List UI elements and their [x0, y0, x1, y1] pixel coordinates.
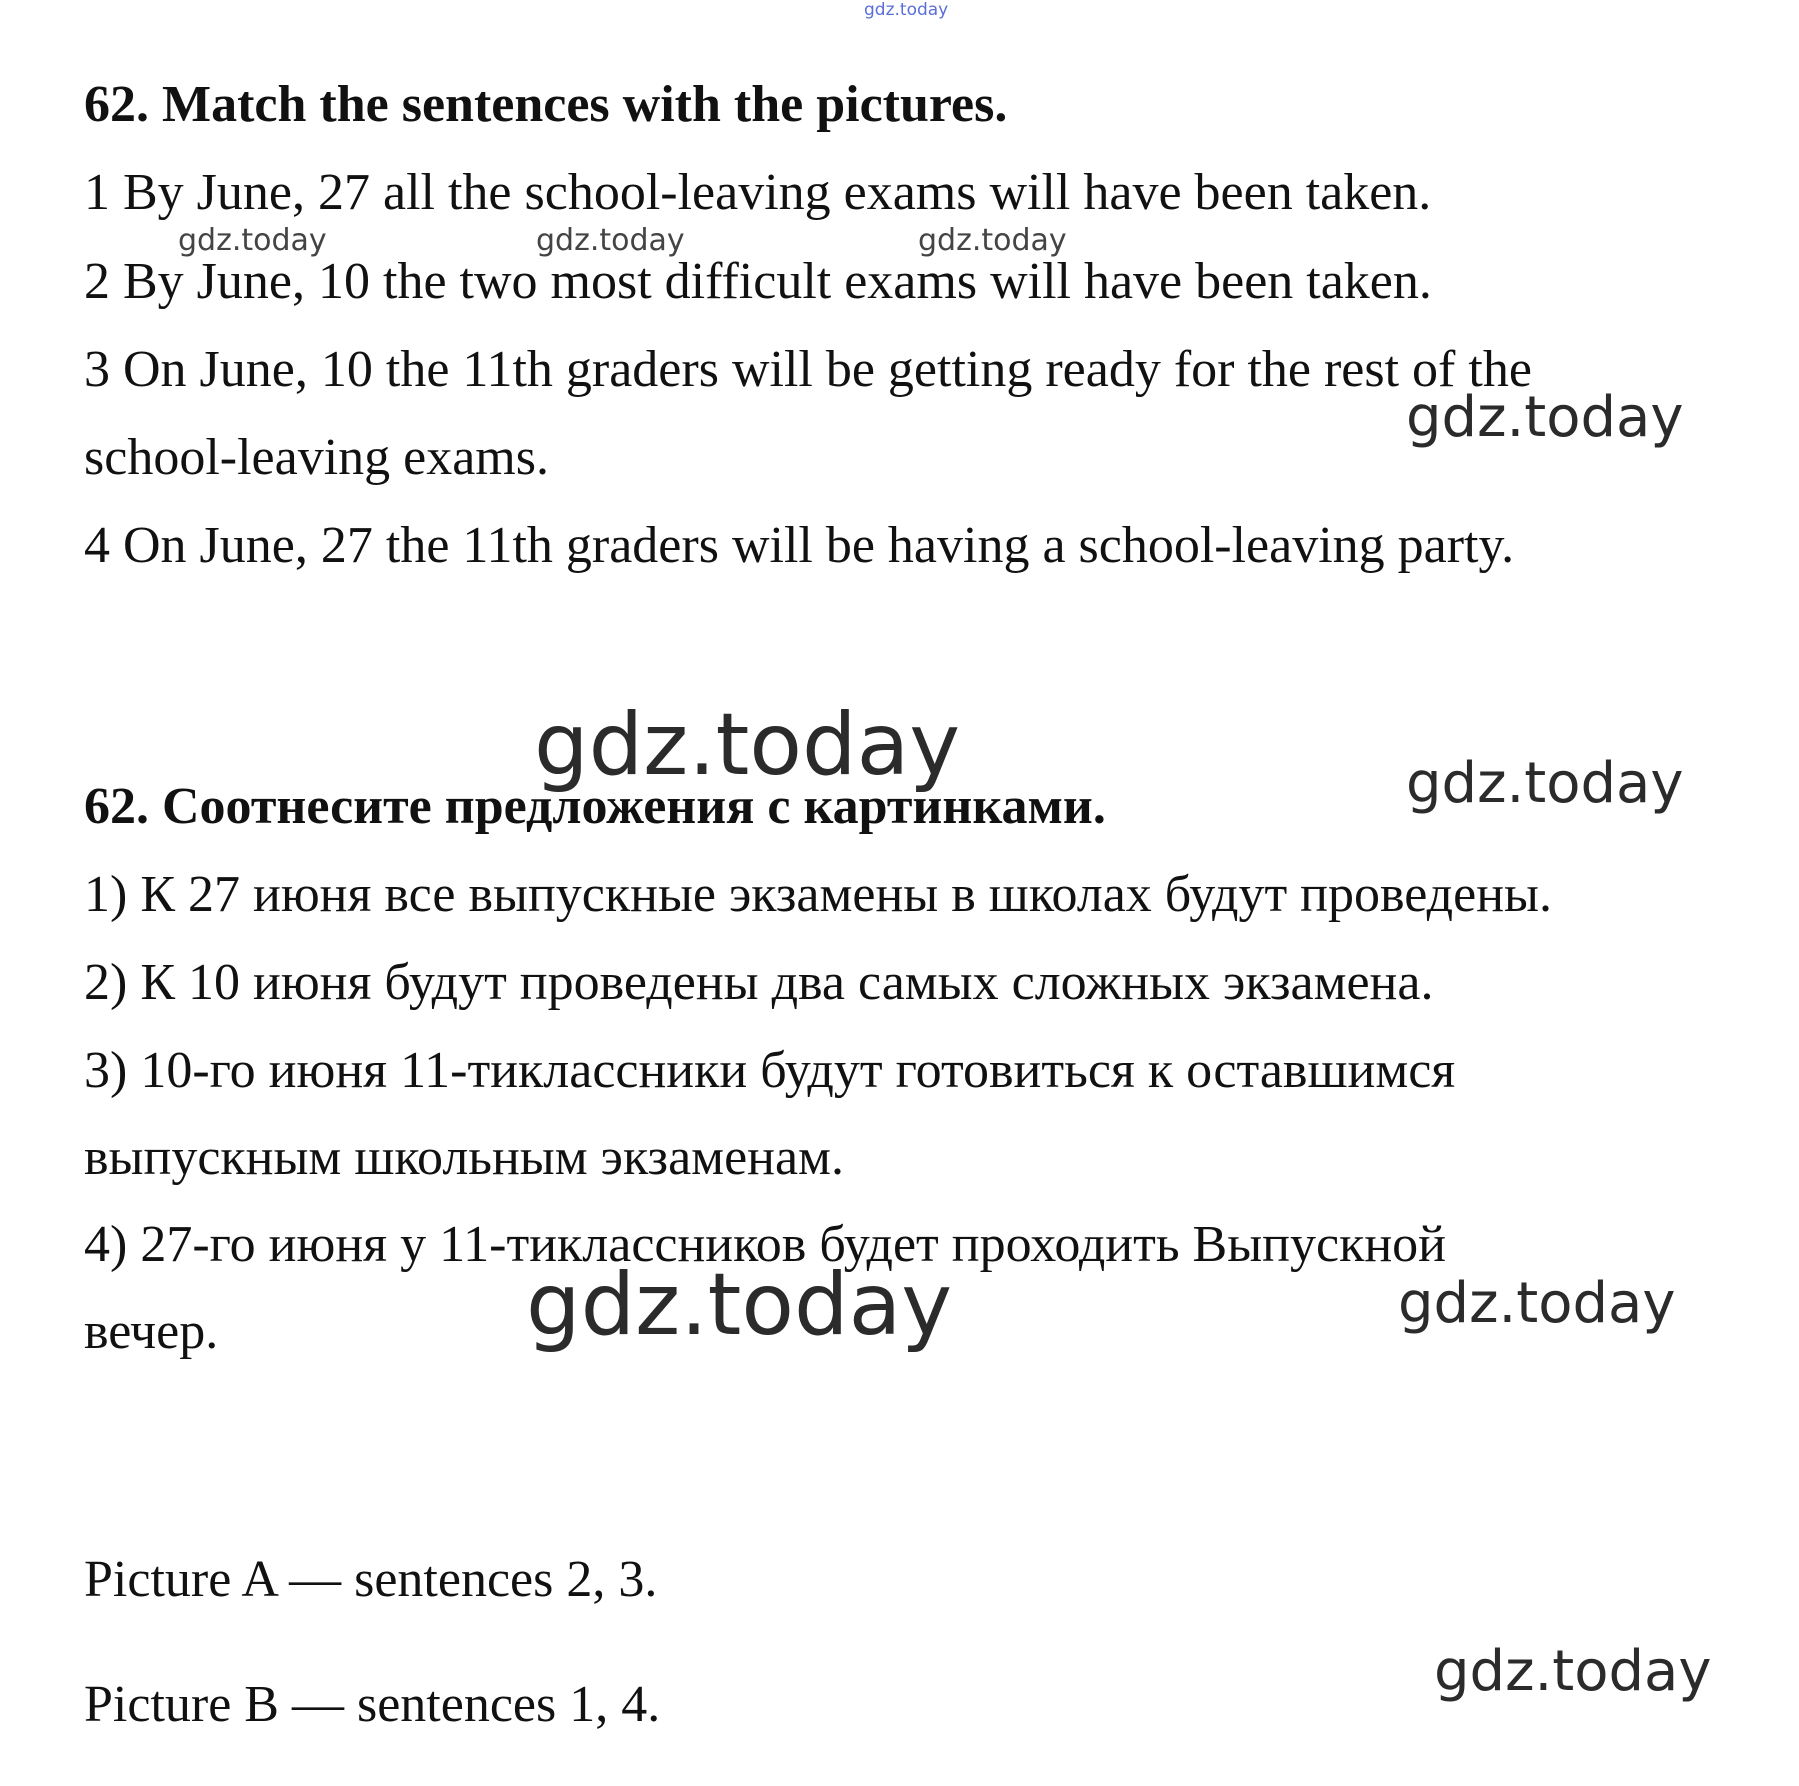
answer-picture-b: Picture B — sentences 1, 4. — [84, 1676, 661, 1733]
english-sentence-3-continued: school-leaving exams. — [84, 429, 549, 486]
russian-sentence-3-continued: выпускным школьным экзаменам. — [84, 1129, 844, 1186]
watermark-small-1: gdz.today — [178, 223, 327, 258]
watermark-large-1: gdz.today — [534, 695, 961, 795]
watermark-small-2: gdz.today — [536, 223, 685, 258]
watermark-top: gdz.today — [864, 0, 949, 20]
russian-sentence-1: 1) К 27 июня все выпускные экзамены в школах будут проведены. — [84, 866, 1552, 923]
watermark-medium-3: gdz.today — [1398, 1271, 1676, 1336]
russian-sentence-4-continued: вечер. — [84, 1303, 219, 1360]
watermark-medium-2: gdz.today — [1406, 751, 1684, 816]
watermark-medium-4: gdz.today — [1434, 1639, 1712, 1704]
russian-sentence-4: 4) 27-го июня у 11-тиклассников будет проходить Выпускной — [84, 1216, 1447, 1273]
russian-heading: 62. Соотнесите предложения с картинками. — [84, 778, 1106, 835]
english-sentence-2: 2 By June, 10 the two most difficult exams will have been taken. — [84, 253, 1432, 310]
russian-sentence-2: 2) К 10 июня будут проведены два самых сложных экзамена. — [84, 954, 1434, 1011]
watermark-medium-1: gdz.today — [1406, 385, 1684, 450]
watermark-large-2: gdz.today — [526, 1255, 953, 1355]
answer-picture-a: Picture A — sentences 2, 3. — [84, 1551, 658, 1608]
english-sentence-4: 4 On June, 27 the 11th graders will be having a school-leaving party. — [84, 517, 1515, 574]
english-sentence-1: 1 By June, 27 all the school-leaving exams will have been taken. — [84, 164, 1432, 221]
watermark-small-3: gdz.today — [918, 223, 1067, 258]
russian-sentence-3: 3) 10-го июня 11-тиклассники будут готовиться к оставшимся — [84, 1042, 1456, 1099]
english-sentence-3: 3 On June, 10 the 11th graders will be getting ready for the rest of the — [84, 341, 1532, 398]
english-heading: 62. Match the sentences with the pictures. — [84, 76, 1008, 133]
